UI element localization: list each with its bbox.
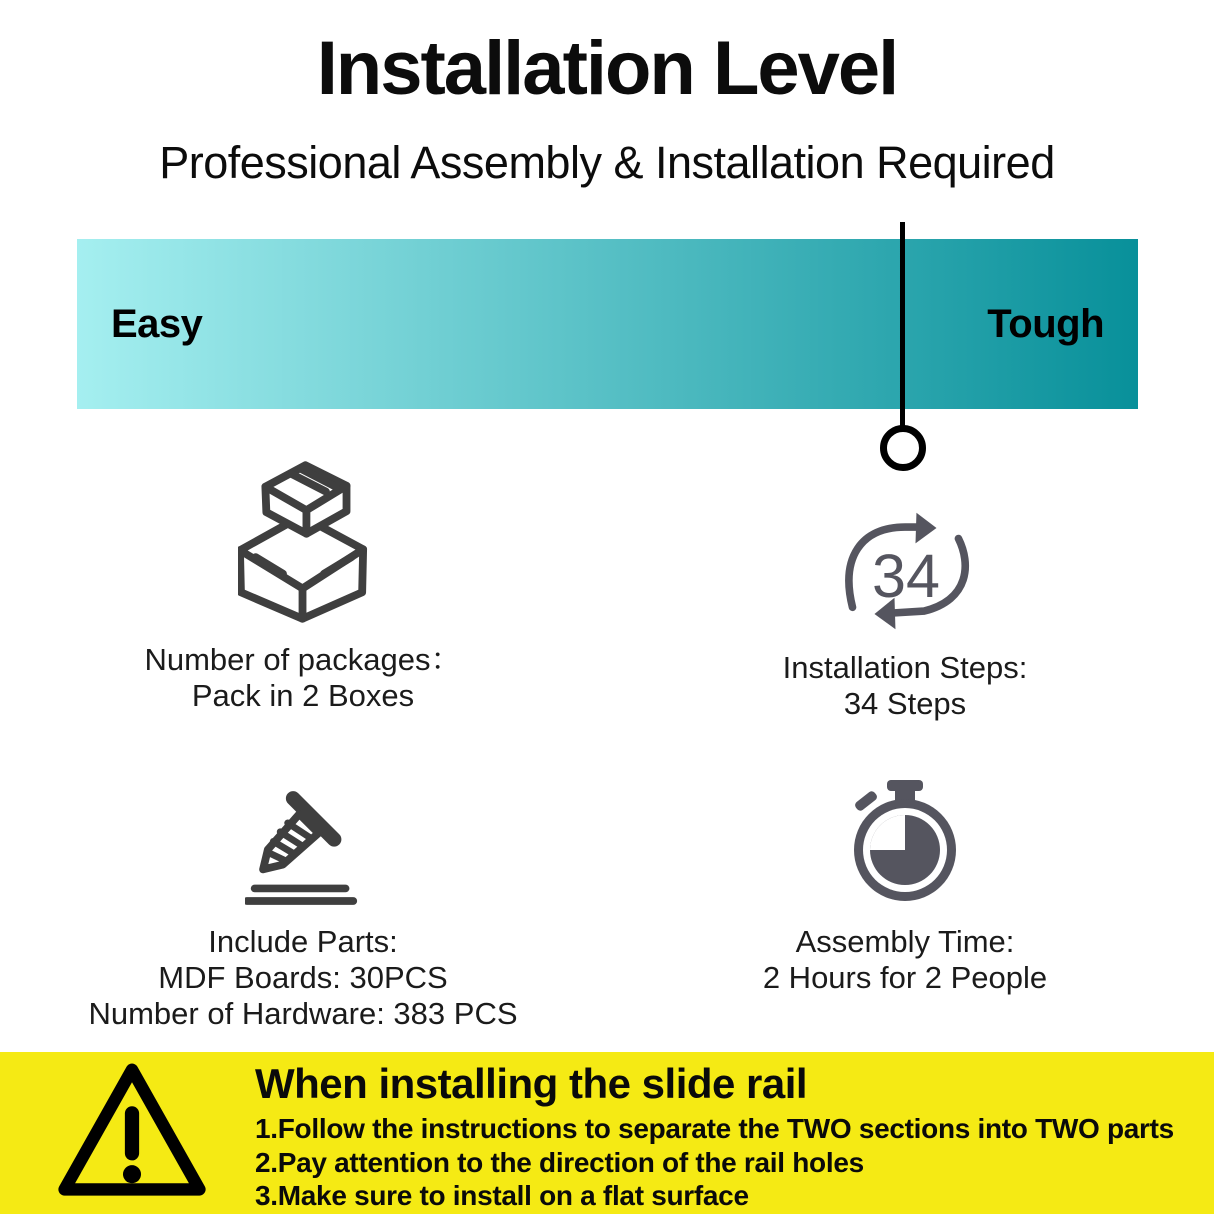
- feature-packages: [73, 448, 533, 714]
- screw-icon: [245, 778, 361, 908]
- warning-banner: [0, 1052, 1214, 1214]
- feature-steps-icon-box: [675, 448, 1135, 642]
- feature-packages-caption: [73, 642, 533, 714]
- warning-item: 2.Pay attention to the direction of the rail holes: [255, 1146, 864, 1178]
- easy-label: Easy: [111, 301, 203, 346]
- feature-parts-line: Include Parts:: [208, 924, 398, 959]
- feature-parts-line: Number of Hardware: 383 PCS: [88, 996, 518, 1031]
- tough-label: Tough: [987, 301, 1104, 346]
- page-title: Installation Level: [316, 26, 898, 111]
- stopwatch-icon: [848, 776, 962, 910]
- steps-count-text: 34: [871, 541, 940, 610]
- feature-steps-caption: [675, 650, 1135, 722]
- feature-steps-line: Installation Steps:: [782, 650, 1028, 685]
- warning-triangle-icon: [56, 1060, 208, 1201]
- difficulty-bar: [77, 239, 1138, 409]
- feature-time-icon-box: [675, 770, 1135, 916]
- warning-list: [255, 1112, 1174, 1213]
- page-subtitle: Professional Assembly & Installation Required: [159, 137, 1055, 188]
- warning-item: 3.Make sure to install on a flat surface: [255, 1180, 749, 1211]
- feature-parts-caption: [73, 924, 533, 1032]
- feature-parts-icon-box: [73, 770, 533, 916]
- feature-time: [675, 770, 1135, 996]
- feature-steps: [675, 448, 1135, 722]
- feature-packages-line: Number of packages：: [144, 642, 462, 677]
- feature-time-line: 2 Hours for 2 People: [762, 960, 1048, 995]
- feature-steps-line: 34 Steps: [843, 686, 967, 721]
- installation-steps-loop-icon: [838, 508, 972, 634]
- feature-parts-line: MDF Boards: 30PCS: [158, 960, 448, 995]
- feature-time-line: Assembly Time:: [795, 924, 1015, 959]
- warning-heading: When installing the slide rail: [255, 1060, 808, 1107]
- warning-item: 1.Follow the instructions to separate the TWO sections into TWO parts: [255, 1113, 1174, 1144]
- packages-box-icon: [238, 459, 369, 624]
- marker-line: [900, 222, 905, 426]
- feature-time-caption: [675, 924, 1135, 996]
- feature-packages-icon-box: [73, 448, 533, 634]
- feature-parts: [73, 770, 533, 1032]
- feature-packages-line: Pack in 2 Boxes: [191, 678, 415, 713]
